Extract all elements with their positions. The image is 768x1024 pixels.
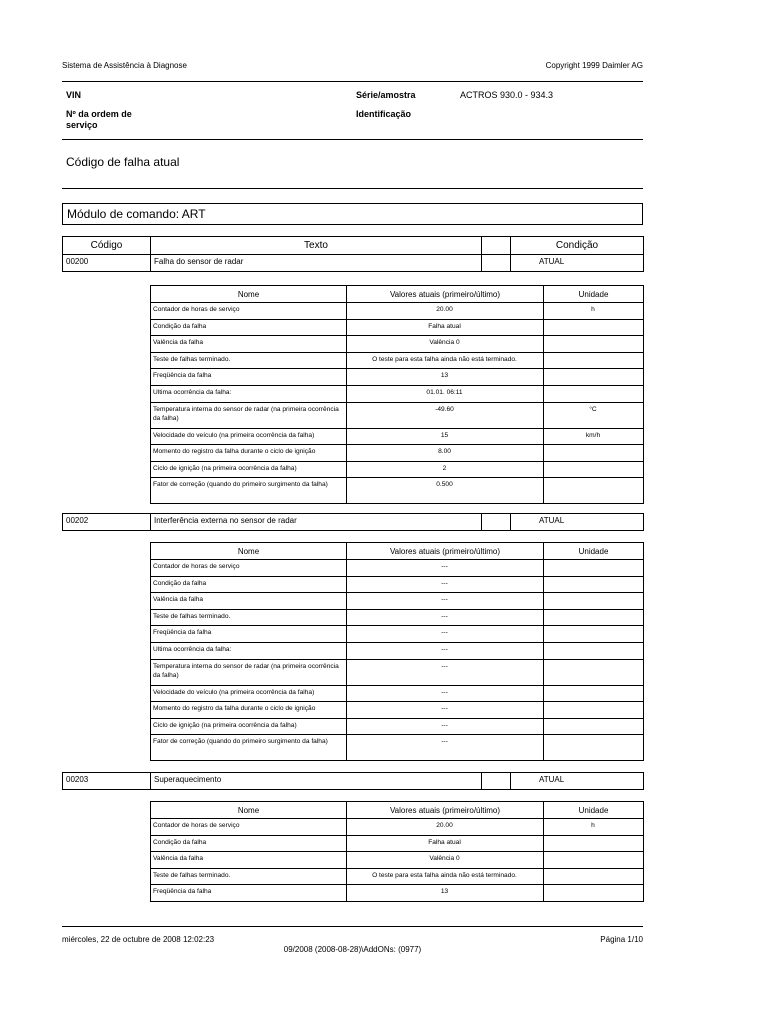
detail-row: [151, 369, 644, 386]
version-info: 09/2008 (2008-08-28)\AddONs: (0977): [283, 945, 422, 954]
param-name: Teste de falhas terminado.: [151, 868, 347, 885]
param-value: ---: [347, 609, 544, 626]
detail-header-row: [151, 286, 644, 303]
param-name: Ultima ocorrência da falha:: [151, 385, 347, 402]
order-label-line2: serviço: [66, 120, 98, 130]
param-unit: [544, 445, 644, 462]
fault-detail-table: [150, 542, 644, 761]
param-value: ---: [347, 593, 544, 610]
fault-text: Falha do sensor de radar: [151, 255, 482, 272]
param-value: ---: [347, 659, 544, 685]
detail-row: [151, 303, 644, 320]
param-value: Valência 0: [347, 852, 544, 869]
param-name: Temperatura interna do sensor de radar (na primeira ocorrência da falha): [151, 402, 347, 428]
detail-row: [151, 609, 644, 626]
param-unit: [544, 609, 644, 626]
divider: [62, 926, 643, 927]
divider: [62, 81, 643, 82]
fault-blank: [482, 773, 511, 790]
param-value: Falha atual: [347, 319, 544, 336]
param-unit: [544, 735, 644, 761]
param-unit: km/h: [544, 428, 644, 445]
print-date: miércoles, 22 de octubre de 2008 12:02:23: [62, 935, 215, 944]
divider: [62, 139, 643, 140]
system-name: Sistema de Assistência à Diagnose: [62, 61, 187, 70]
fault-detail-table: [150, 801, 644, 902]
fault-status: ATUAL: [511, 255, 644, 272]
param-name: Contador de horas de serviço: [151, 303, 347, 320]
fault-code: 00200: [63, 255, 151, 272]
divider: [62, 188, 643, 189]
detail-row: [151, 702, 644, 719]
fault-row: [63, 255, 644, 272]
param-name: Valência da falha: [151, 336, 347, 353]
param-unit: [544, 659, 644, 685]
unit-header: Unidade: [544, 543, 644, 560]
detail-row: [151, 685, 644, 702]
fault-blank: [482, 255, 511, 272]
detail-row: [151, 819, 644, 836]
param-value: 0.500: [347, 478, 544, 504]
detail-row: [151, 478, 644, 504]
param-unit: [544, 461, 644, 478]
param-unit: h: [544, 303, 644, 320]
detail-row: [151, 885, 644, 902]
param-name: Freqüência da falha: [151, 369, 347, 386]
param-value: ---: [347, 576, 544, 593]
param-name: Freqüência da falha: [151, 626, 347, 643]
param-value: 20.00: [347, 303, 544, 320]
param-value: ---: [347, 735, 544, 761]
param-value: ---: [347, 685, 544, 702]
param-name: Momento do registro da falha durante o ciclo de ignição: [151, 445, 347, 462]
param-name: Teste de falhas terminado.: [151, 352, 347, 369]
param-value: ---: [347, 626, 544, 643]
param-unit: [544, 702, 644, 719]
fault-header-row: [63, 237, 644, 255]
values-header: Valores atuais (primeiro/último): [347, 286, 544, 303]
detail-row: [151, 385, 644, 402]
param-name: Valência da falha: [151, 593, 347, 610]
fault-detail-table: [150, 285, 644, 504]
status-header: Condição: [511, 237, 644, 255]
param-value: ---: [347, 702, 544, 719]
detail-row: [151, 576, 644, 593]
param-name: Ultima ocorrência da falha:: [151, 642, 347, 659]
param-value: 20.00: [347, 819, 544, 836]
param-name: Velocidade do veículo (na primeira ocorrência da falha): [151, 428, 347, 445]
param-name: Contador de horas de serviço: [151, 819, 347, 836]
fault-status: ATUAL: [511, 773, 644, 790]
param-name: Valência da falha: [151, 852, 347, 869]
fault-code: 00203: [63, 773, 151, 790]
param-name: Momento do registro da falha durante o ciclo de ignição: [151, 702, 347, 719]
param-unit: [544, 369, 644, 386]
detail-row: [151, 852, 644, 869]
blank-header: [482, 237, 511, 255]
param-name: Fator de correção (quando do primeiro surgimento da falha): [151, 478, 347, 504]
param-name: Fator de correção (quando do primeiro surgimento da falha): [151, 735, 347, 761]
param-value: Valência 0: [347, 336, 544, 353]
detail-row: [151, 402, 644, 428]
detail-header-row: [151, 802, 644, 819]
param-name: Contador de horas de serviço: [151, 560, 347, 577]
param-value: 2: [347, 461, 544, 478]
param-value: Falha atual: [347, 835, 544, 852]
page-title: Código de falha atual: [66, 155, 180, 169]
fault-row: [63, 514, 644, 531]
detail-row: [151, 626, 644, 643]
module-title: Módulo de comando: ART: [62, 203, 643, 225]
detail-row: [151, 319, 644, 336]
param-unit: [544, 336, 644, 353]
param-value: ---: [347, 642, 544, 659]
fault-code: 00202: [63, 514, 151, 531]
serie-value: ACTROS 930.0 - 934.3: [460, 90, 554, 100]
detail-row: [151, 735, 644, 761]
param-value: O teste para esta falha ainda não está terminado.: [347, 868, 544, 885]
param-unit: [544, 835, 644, 852]
detail-row: [151, 659, 644, 685]
copyright: Copyright 1999 Daimler AG: [545, 61, 643, 70]
values-header: Valores atuais (primeiro/último): [347, 543, 544, 560]
detail-row: [151, 428, 644, 445]
order-label-line1: Nº da ordem de: [66, 109, 132, 119]
param-name: Temperatura interna do sensor de radar (na primeira ocorrência da falha): [151, 659, 347, 685]
param-value: -49.60: [347, 402, 544, 428]
detail-row: [151, 868, 644, 885]
param-unit: [544, 852, 644, 869]
param-name: Condição da falha: [151, 835, 347, 852]
name-header: Nome: [151, 802, 347, 819]
fault-table: [62, 513, 644, 531]
param-unit: [544, 560, 644, 577]
detail-row: [151, 560, 644, 577]
param-unit: [544, 576, 644, 593]
fault-table: [62, 772, 644, 790]
param-unit: [544, 626, 644, 643]
detail-row: [151, 593, 644, 610]
unit-header: Unidade: [544, 802, 644, 819]
param-value: O teste para esta falha ainda não está terminado.: [347, 352, 544, 369]
fault-table: [62, 236, 644, 272]
param-unit: [544, 885, 644, 902]
fault-status: ATUAL: [511, 514, 644, 531]
detail-row: [151, 461, 644, 478]
param-value: 13: [347, 885, 544, 902]
param-name: Condição da falha: [151, 319, 347, 336]
param-unit: [544, 685, 644, 702]
param-unit: [544, 593, 644, 610]
param-name: Ciclo de ignição (na primeira ocorrência da falha): [151, 718, 347, 735]
param-name: Condição da falha: [151, 576, 347, 593]
param-name: Ciclo de ignição (na primeira ocorrência da falha): [151, 461, 347, 478]
param-value: 8.00: [347, 445, 544, 462]
param-name: Teste de falhas terminado.: [151, 609, 347, 626]
param-name: Velocidade do veículo (na primeira ocorrência da falha): [151, 685, 347, 702]
detail-row: [151, 336, 644, 353]
ident-label: Identificação: [356, 109, 412, 119]
param-value: ---: [347, 560, 544, 577]
param-unit: h: [544, 819, 644, 836]
fault-text: Superaquecimento: [151, 773, 482, 790]
fault-text: Interferência externa no sensor de radar: [151, 514, 482, 531]
detail-row: [151, 835, 644, 852]
name-header: Nome: [151, 286, 347, 303]
detail-row: [151, 642, 644, 659]
param-unit: °C: [544, 402, 644, 428]
name-header: Nome: [151, 543, 347, 560]
param-unit: [544, 868, 644, 885]
detail-header-row: [151, 543, 644, 560]
vin-label: VIN: [66, 90, 82, 100]
param-unit: [544, 642, 644, 659]
unit-header: Unidade: [544, 286, 644, 303]
detail-row: [151, 445, 644, 462]
code-header: Código: [63, 237, 151, 255]
param-value: 15: [347, 428, 544, 445]
page-number: Página 1/10: [600, 935, 643, 944]
fault-blank: [482, 514, 511, 531]
param-unit: [544, 718, 644, 735]
param-unit: [544, 352, 644, 369]
fault-row: [63, 773, 644, 790]
values-header: Valores atuais (primeiro/último): [347, 802, 544, 819]
detail-row: [151, 352, 644, 369]
serie-label: Série/amostra: [356, 90, 416, 100]
param-value: ---: [347, 718, 544, 735]
param-value: 01.01. 06:11: [347, 385, 544, 402]
param-unit: [544, 319, 644, 336]
param-name: Freqüência da falha: [151, 885, 347, 902]
detail-row: [151, 718, 644, 735]
param-value: 13: [347, 369, 544, 386]
text-header: Texto: [151, 237, 482, 255]
param-unit: [544, 478, 644, 504]
param-unit: [544, 385, 644, 402]
